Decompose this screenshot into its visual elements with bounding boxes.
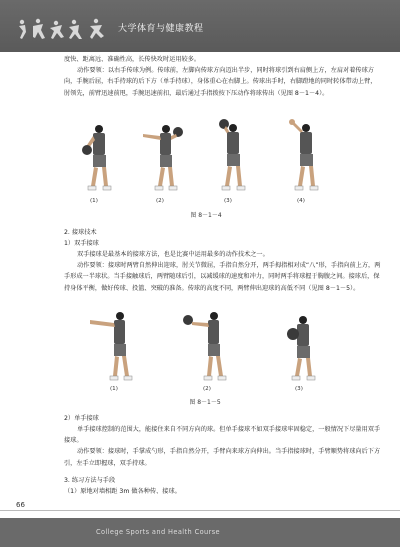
sport-pictogram-logos [16, 18, 116, 40]
page-number: 66 [16, 501, 25, 509]
panel-label: (1) [90, 198, 98, 204]
intro-text [64, 54, 382, 99]
paragraph: 度快、距离远、准确性高，长传快攻时运用较多。 [64, 56, 201, 63]
one-hand-text [64, 424, 382, 469]
figure-caption: 图 8－1－4 [190, 212, 222, 219]
course-name: College Sports and Health Course [96, 528, 220, 536]
paragraph: 动作要领：接球时两臂自然伸出迎球，肘关节微屈，手指自然分开，两手拇指相对成“八”形，手指向前上方，两手形成一半球状。当手接触球后，两臂随球后引，以减缓球的速度和冲力，同时两手将球握于胸腹之间。接球后，保持身体平衡，做好传球、投篮、突破的准备。传球的高度不同，两臂伸出迎球的高低不同（见图 8－1－5）。 [64, 262, 381, 292]
list-item: （1）原地对墙相距 3m 做各种传、接球。 [64, 488, 181, 495]
page-footer [0, 518, 400, 547]
panel-label: (2) [203, 386, 211, 392]
player-photo-7 [282, 314, 322, 384]
panel-label: (3) [224, 198, 232, 204]
section-heading: 2. 接球技术 [64, 229, 97, 236]
subsection-heading: 1）双手接球 [64, 240, 99, 247]
player-photo-3 [212, 116, 252, 194]
paragraph: 动作要领：以右手传球为例。传球前，左脚向传球方向迈出半步，同时将球引到右肩侧上方，左肩对着传球方向，手腕后屈，右手持球的后下方（单手持球），身体重心在右脚上。传球出手时，右脚蹬地的同时转体带动上臂，肘领先，前臂迅速前甩，手腕迅速前扣，最后通过手指拨按下压动作将球传出（见图 8－1－4）。 [64, 67, 377, 97]
panel-label: (2) [156, 198, 164, 204]
page-header [0, 0, 400, 52]
section-heading: 3. 练习方法与手段 [64, 477, 116, 484]
paragraph: 动作要领：接球时，手掌成勺形，手指自然分开，手臂向来球方向伸出。当手指接球时，手臂顺势将球向后下方引，左手立即握球，双手持球。 [64, 448, 381, 467]
paragraph: 双手接球是最基本的接球方法，也是比赛中运用最多的动作技术之一。 [77, 251, 269, 258]
paragraph: 单手接球控制的范围大，能接住来自不同方向的球。但单手接球不如双手接球牢固稳定，一般情况下尽量用双手接球。 [64, 426, 381, 445]
player-photo-2 [140, 122, 190, 194]
receiving-text [64, 249, 382, 294]
player-photo-1 [78, 122, 118, 194]
subsection-heading: 2）单手接球 [64, 415, 99, 422]
panel-label: (4) [297, 198, 305, 204]
player-photo-6 [180, 308, 236, 384]
figure-caption: 图 8－1－5 [189, 399, 221, 406]
player-photo-5 [86, 308, 142, 384]
panel-label: (1) [110, 386, 118, 392]
player-photo-4 [284, 116, 324, 194]
footer-divider [0, 510, 400, 511]
book-title: 大学体育与健康教程 [118, 24, 204, 34]
panel-label: (3) [295, 386, 303, 392]
